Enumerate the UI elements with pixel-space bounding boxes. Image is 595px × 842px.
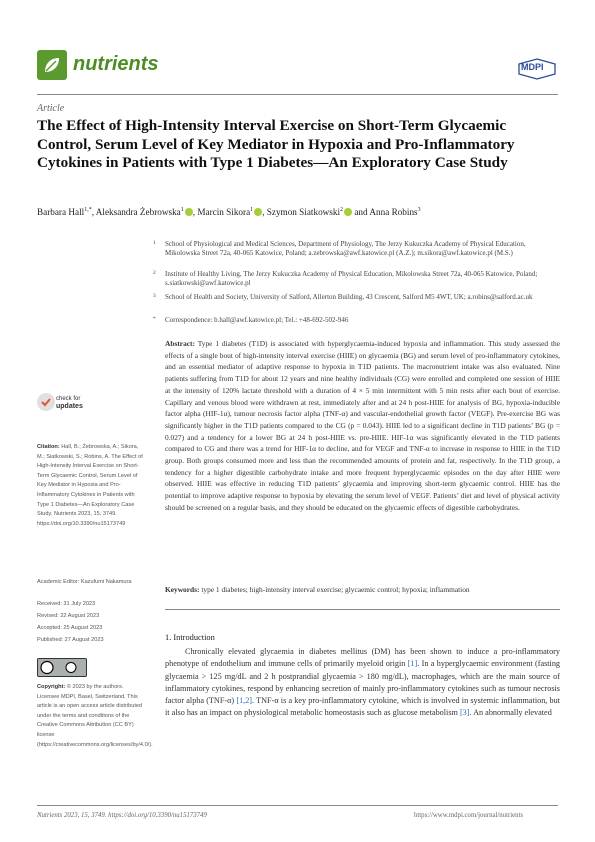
copyright-label: Copyright:	[37, 684, 66, 690]
separator: ,	[262, 207, 265, 218]
orcid-icon[interactable]	[185, 207, 196, 218]
affiliation-text: Institute of Healthy Living, The Jerzy Kukuczka Academy of Physical Education, Mikolowska Street 72a, 40-065 Katowice, Poland; s.siatkowski@awf.katowice.pl	[165, 270, 538, 288]
section-rule	[165, 609, 560, 610]
received-date: Received: 31 July 2023	[37, 601, 96, 607]
keywords	[165, 585, 560, 594]
affiliation	[153, 293, 560, 302]
intro-text: Chronically elevated glycaemia in diabetes mellitus (DM) has been shown to induce a pro-inflammatory phenotype of endothelium and immune cells of primarily myeloid origin	[165, 647, 560, 669]
academic-editor: Academic Editor: Kazufumi Nakamura	[37, 579, 132, 585]
affiliation-number: *	[153, 316, 156, 322]
affiliation	[153, 316, 560, 325]
citation-label: Citation:	[37, 444, 60, 450]
published-date: Published: 27 August 2023	[37, 637, 104, 643]
conjunction: and	[354, 207, 368, 218]
footer-journal-url[interactable]: https://www.mdpi.com/journal/nutrients	[414, 812, 524, 819]
leaf-icon	[42, 55, 62, 75]
intro-text: . TNF-α is a key pro-inflammatory cytokine, which is involved in systemic inflammation, but it also has an impact on physiological metabolic homeostasis such as glucose metabolism	[165, 696, 561, 718]
citation-link[interactable]: [1,2]	[236, 696, 253, 706]
check-for-updates-button[interactable]	[56, 395, 83, 411]
author-name[interactable]: Anna Robins	[369, 207, 418, 218]
separator: ,	[91, 207, 94, 218]
header-rule	[37, 94, 558, 95]
keywords-text: type 1 diabetes; high-intensity interval exercise; glycaemic control; hypoxia; inflammation	[201, 585, 470, 594]
accepted-date: Accepted: 25 August 2023	[37, 625, 103, 631]
affiliation	[153, 240, 560, 259]
affiliation	[153, 270, 560, 289]
section-heading: 1. Introduction	[165, 633, 215, 642]
footer-citation[interactable]: Nutrients 2023, 15, 3749. https://doi.org/10.3390/nu15173749	[37, 812, 207, 819]
author-list	[37, 207, 567, 217]
intro-text: . In a hyperglycaemic environment (fasting glycaemia > 125 mg/dL and 2 h postprandial glycaemia > 180 mg/dL), macrophages, which are the main source of inflammatory cytokines, respond by enhancing secretion of mainly pro-inflammatory cytokines such as tumour necrosis factor alpha (TNF-α)	[165, 659, 561, 706]
affiliation-number: 3	[153, 293, 156, 299]
intro-paragraph	[165, 646, 560, 720]
check-for-updates-icon[interactable]	[37, 393, 55, 411]
abstract-label: Abstract:	[165, 339, 195, 348]
affiliation-marker: 1	[180, 207, 184, 213]
article-title: The Effect of High-Intensity Interval Exercise on Short-Term Glycaemic Control, Serum Level of Key Mediator in Hypoxia and Pro-Inflammatory Cytokines in Patients with Type 1 Diabetes—An Exploratory Case Study	[37, 117, 515, 171]
intro-text: . An abnormally elevated	[469, 708, 552, 718]
citation-text: Hall, B.; Żebrowska, A.; Sikora, M.; Siatkowski, S.; Robins, A. The Effect of High-Intensity Interval Exercise on Short-Term Glycaemic Control, Serum Level of Key Mediator in Hypoxia and Pro-Inflammatory Cytokines in Patients with Type 1 Diabetes—An Exploratory Case Study. Nutrients 2023, 15, 3749. https://doi.org/10.3390/nu15173749	[37, 444, 143, 527]
affiliation-number: 2	[153, 270, 156, 276]
author-name[interactable]: Marcin Sikora	[197, 207, 251, 218]
abstract-text: Type 1 diabetes (T1D) is associated with hyperglycaemia-induced hypoxia and inflammation. This study assessed the effects of a single bout of high-intensity interval exercise (HIIE) on glycaemia (BG) and serum level of pro-inflammatory cytokines, and an essential mediator of adaptive response to hypoxia in T1D patients. The macronutrient intake was also evaluated. Nine patients suffering from T1D for about 12 years and nine healthy individuals (CG) were enrolled and completed one session of HIIE at the intensity of 120% lactate threshold with a duration of 4 × 5 min intermittent with 5 min rests after each bout of exercise. Capillary and venous blood were withdrawn at rest, immediately after and at 24 h post-HIIE for analysis of BG, hypoxia-inducible factor alpha (HIF-1α), tumour necrosis factor alpha (TNF-α) and vascular-endothelial growth factor (VEGF). Pre-exercise BG was significantly higher in the T1D patients compared to the CG (p = 0.043). HIIE led to a significant decline in T1D patients’ BG (p = 0.027) and a tendency for a lower BG at 24 h post-HIIE vs. pre-HIIE. HIF-1α was significantly elevated in the T1D patients compared to CG and there was a trend for HIF-1α to decline, and for VEGF and TNF-α to increase in response to HIIE in the T1D group. Both groups consumed more and less than the recommended amounts of protein and fat, respectively. In the T1D group, a tendency for a higher digestible carbohydrate intake and more frequent hyperglycaemic episodes on the day after HIIE were observed. HIIE was effective in reducing T1D patients’ glycaemia and improving short-term glycaemic control. HIIE has the potential to improve adaptive response to hypoxia by elevating the serum level of VEGF. Patients’ diet and level of physical activity should be screened on a regular basis, and they should be educated on the glycaemic effects of digestible carbohydrates.	[165, 339, 561, 512]
publisher-name: MDPI	[521, 62, 544, 72]
citation-block	[37, 443, 147, 529]
abstract	[165, 338, 560, 514]
affiliation-marker: 2	[340, 207, 344, 213]
citation-link[interactable]: [3]	[459, 708, 470, 718]
keywords-label: Keywords:	[165, 585, 200, 594]
cc-license-badge[interactable]	[37, 658, 87, 677]
orcid-icon[interactable]	[344, 208, 352, 216]
separator: ,	[192, 207, 196, 218]
affiliation-text: School of Physiological and Medical Sciences, Department of Physiology, The Jerzy Kukuczka Academy of Physical Education, Mikolowska Street 72a, 40-065 Katowice, Poland; a.zebrowska@awf.katowice.pl (A.Z.); m.sikora@awf.katowice.pl (M.S.)	[165, 240, 526, 258]
affiliation-text: School of Health and Society, University of Salford, Allerton Building, 43 Crescent, Salford M5 4WT, UK; a.robins@salford.ac.uk	[165, 293, 533, 301]
author-name[interactable]: Aleksandra Żebrowska	[95, 207, 181, 218]
copyright-block	[37, 683, 153, 750]
article-type: Article	[37, 103, 65, 114]
author-name[interactable]: Barbara Hall	[37, 207, 85, 218]
author-name[interactable]: Szymon Siatkowski	[266, 207, 341, 218]
affiliation-marker: 1,*	[84, 207, 92, 213]
revised-date: Revised: 22 August 2023	[37, 613, 100, 619]
affiliation-number: 1	[153, 240, 156, 246]
affiliation-marker: 1	[250, 207, 254, 213]
affiliation-marker: 3	[417, 207, 421, 213]
correspondence-text: Correspondence: b.hall@awf.katowice.pl; Tel.: +48-692-502-946	[165, 316, 349, 324]
check-updates-line: updates	[56, 403, 83, 410]
journal-name: nutrients	[73, 53, 159, 75]
citation-link[interactable]: [1]	[407, 659, 418, 669]
footer-rule	[37, 805, 558, 806]
check-updates-line: check for	[56, 396, 81, 402]
copyright-text: © 2023 by the authors. Licensee MDPI, Basel, Switzerland. This article is an open access article distributed under the terms and conditions of the Creative Commons Attribution (CC BY) license (https://creativecommons.org/licenses/by/4.0/).	[37, 684, 153, 748]
orcid-icon[interactable]	[254, 207, 265, 218]
